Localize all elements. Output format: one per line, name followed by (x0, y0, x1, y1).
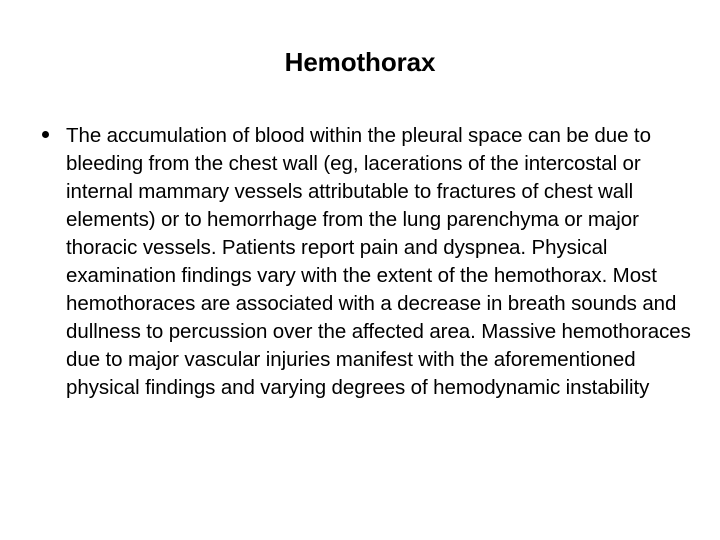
bullet-paragraph-text: The accumulation of blood within the pleural space can be due to bleeding from the chest wall (eg, lacerations of the intercostal or internal mammary vessels attributable to fractures of chest wall elements) or to hemorrhage from the lung parenchyma or major thoracic vessels. Patients report pain and dyspnea. Physical examination findings vary with the extent of the hemothorax. Most hemothoraces are associated with a decrease in breath sounds and dullness to percussion over the affected area. Massive hemothoraces due to major vascular injuries manifest with the aforementioned physical findings and varying degrees of hemodynamic instability (66, 124, 691, 399)
bullet-dot-icon (42, 131, 49, 138)
list-item (36, 122, 696, 402)
slide-body (36, 122, 696, 402)
page-title: Hemothorax (284, 47, 436, 77)
